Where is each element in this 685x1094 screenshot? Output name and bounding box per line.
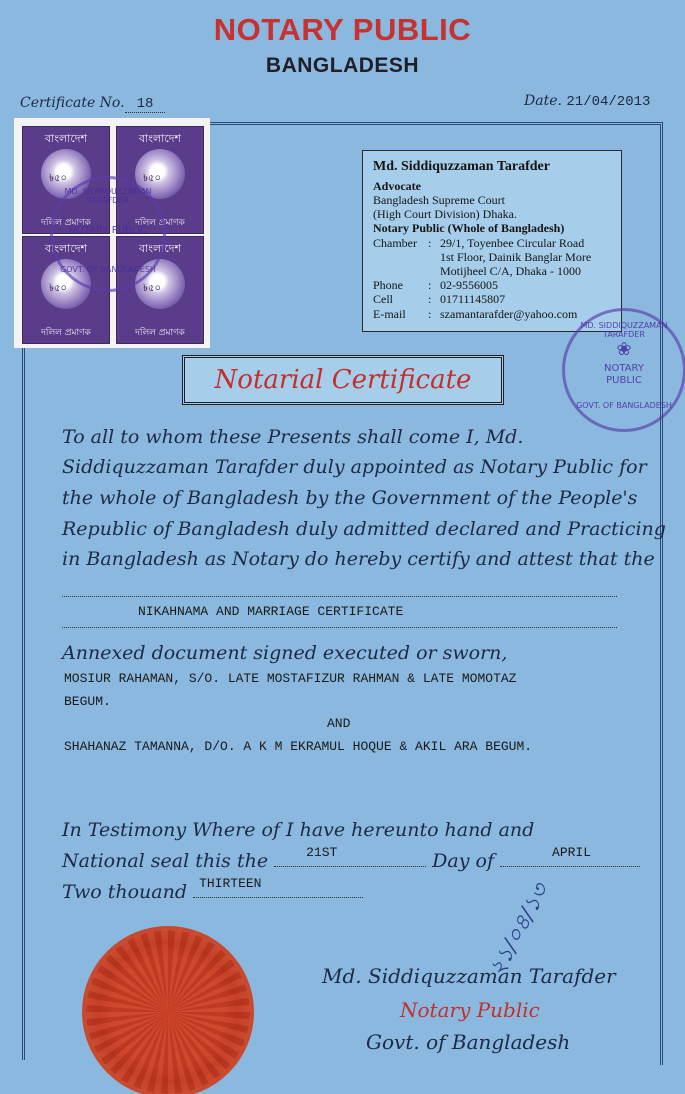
phone-value: 02-9556005 (440, 278, 498, 292)
document-title: NOTARY PUBLIC (213, 12, 472, 47)
chamber-colon: : (428, 236, 432, 250)
certificate-heading: Notarial Certificate (182, 355, 504, 405)
day-value: 21ST (306, 845, 338, 860)
cell-colon: : (428, 292, 432, 306)
stamp-value: ৳৫০ (143, 173, 161, 184)
notary-seal-right (562, 308, 685, 432)
certificate-number-label: Certificate No. (20, 95, 125, 111)
seal-right-top: MD. SIDDIQUZZAMAN TARAFDER (580, 321, 668, 339)
seal-right-bottom: GOVT. OF BANGLADESH (576, 401, 672, 410)
year-value: THIRTEEN (199, 876, 262, 891)
body-line-4: Republic of Bangladesh duly admitted declared and Practicing (62, 518, 666, 540)
dotted-line (62, 595, 617, 597)
stamp-value: ৳৫০ (49, 173, 67, 184)
stamp-country: বাংলাদেশ (138, 242, 182, 255)
body-line-5: in Bangladesh as Notary do hereby certify and attest that the (62, 548, 655, 570)
party1-line1: MOSIUR RAHAMAN, S/O. LATE MOSTAFIZUR RAHMAN & LATE MOMOTAZ (64, 671, 517, 686)
decorative-border-left (22, 340, 39, 1060)
chamber-line3: Motijheel C/A, Dhaka - 1000 (440, 264, 581, 278)
cell-value: 01711145807 (440, 292, 506, 306)
cell-label: Cell (373, 292, 393, 306)
notary-title: Advocate (373, 179, 421, 193)
dotted-line (62, 626, 617, 628)
party1-line2: BEGUM. (64, 694, 111, 709)
phone-colon: : (428, 278, 432, 292)
party2-line: SHAHANAZ TAMANNA, D/O. A K M EKRAMUL HOQUE & AKIL ARA BEGUM. (64, 739, 533, 754)
testimony-line-2a: National seal this the (62, 850, 269, 872)
stamp-label: দলিল প্রমাণক (135, 328, 185, 338)
chamber-label: Chamber (373, 236, 417, 250)
notary-role: Notary Public (Whole of Bangladesh) (373, 221, 565, 235)
seal-left-bottom: GOVT. OF BANGLADESH (60, 265, 156, 274)
stamp-label: দলিল প্রমাণক (41, 218, 91, 228)
notary-name: Md. Siddiquzzaman Tarafder (373, 159, 550, 174)
seal-left-mid: NOTARY PUBLIC (68, 225, 148, 236)
seal-right-mid1: NOTARY (604, 363, 644, 374)
day-field (274, 845, 426, 867)
stamp-value: ৳৫০ (49, 283, 67, 294)
date-label: Date. (524, 93, 562, 109)
month-field (500, 845, 640, 867)
annexed-line: Annexed document signed executed or sworn, (62, 642, 508, 664)
testimony-line-2b: Day of (432, 850, 494, 872)
email-label: E-mail (373, 307, 406, 321)
notary-info-box (362, 150, 622, 332)
notary-court: Bangladesh Supreme Court (373, 193, 505, 207)
document-name: NIKAHNAMA AND MARRIAGE CERTIFICATE (138, 604, 404, 619)
date-value: 21/04/2013 (566, 94, 651, 110)
email-value: szamantarafder@yahoo.com (440, 307, 578, 321)
year-field (193, 876, 363, 898)
body-line-2: Siddiquzzaman Tarafder duly appointed as Notary Public for (62, 456, 647, 478)
phone-label: Phone (373, 278, 403, 292)
testimony-line-2 (62, 846, 622, 876)
certificate-number (20, 95, 165, 112)
stamp-label: দলিল প্রমাণক (41, 328, 91, 338)
seal-right-mid2: PUBLIC (606, 375, 642, 386)
stamp-country: বাংলাদেশ (44, 132, 88, 145)
handwritten-signature: ২১/০৪/১৩ (484, 879, 555, 981)
chamber-line1: 29/1, Toyenbee Circular Road (440, 236, 585, 250)
chamber-line2: 1st Floor, Dainik Banglar More (440, 250, 592, 264)
certificate-number-value: 18 (125, 96, 166, 113)
signatory-name: Md. Siddiquzzaman Tarafder (322, 964, 616, 988)
seal-left-top: MD. SIDDIQUZZAMAN TARAFDER (64, 187, 152, 205)
signatory-role: Notary Public (400, 998, 540, 1022)
testimony-line-3a: Two thouand (62, 881, 188, 903)
red-wax-seal (86, 930, 250, 1094)
month-value: APRIL (552, 845, 592, 860)
lotus-icon: ❀ (616, 339, 632, 360)
notary-division: (High Court Division) Dhaka. (373, 207, 517, 221)
seal-rim (86, 930, 250, 1094)
and-text: AND (327, 716, 351, 731)
stamp-country: বাংলাদেশ (138, 132, 182, 145)
stamp-country: বাংলাদেশ (44, 242, 88, 255)
testimony-line-1: In Testimony Where of I have hereunto hand and (62, 819, 535, 841)
stamp-value: ৳৫০ (143, 283, 161, 294)
notary-seal-left (50, 176, 166, 292)
body-line-3: the whole of Bangladesh by the Government of the People's (62, 487, 638, 509)
email-colon: : (428, 307, 432, 321)
body-line-1: To all to whom these Presents shall come I, Md. (62, 426, 524, 448)
stamp-label: দলিল প্রমাণক (135, 218, 185, 228)
certificate-date (524, 93, 650, 110)
document-subtitle: BANGLADESH (265, 54, 420, 77)
signatory-govt: Govt. of Bangladesh (366, 1030, 571, 1054)
